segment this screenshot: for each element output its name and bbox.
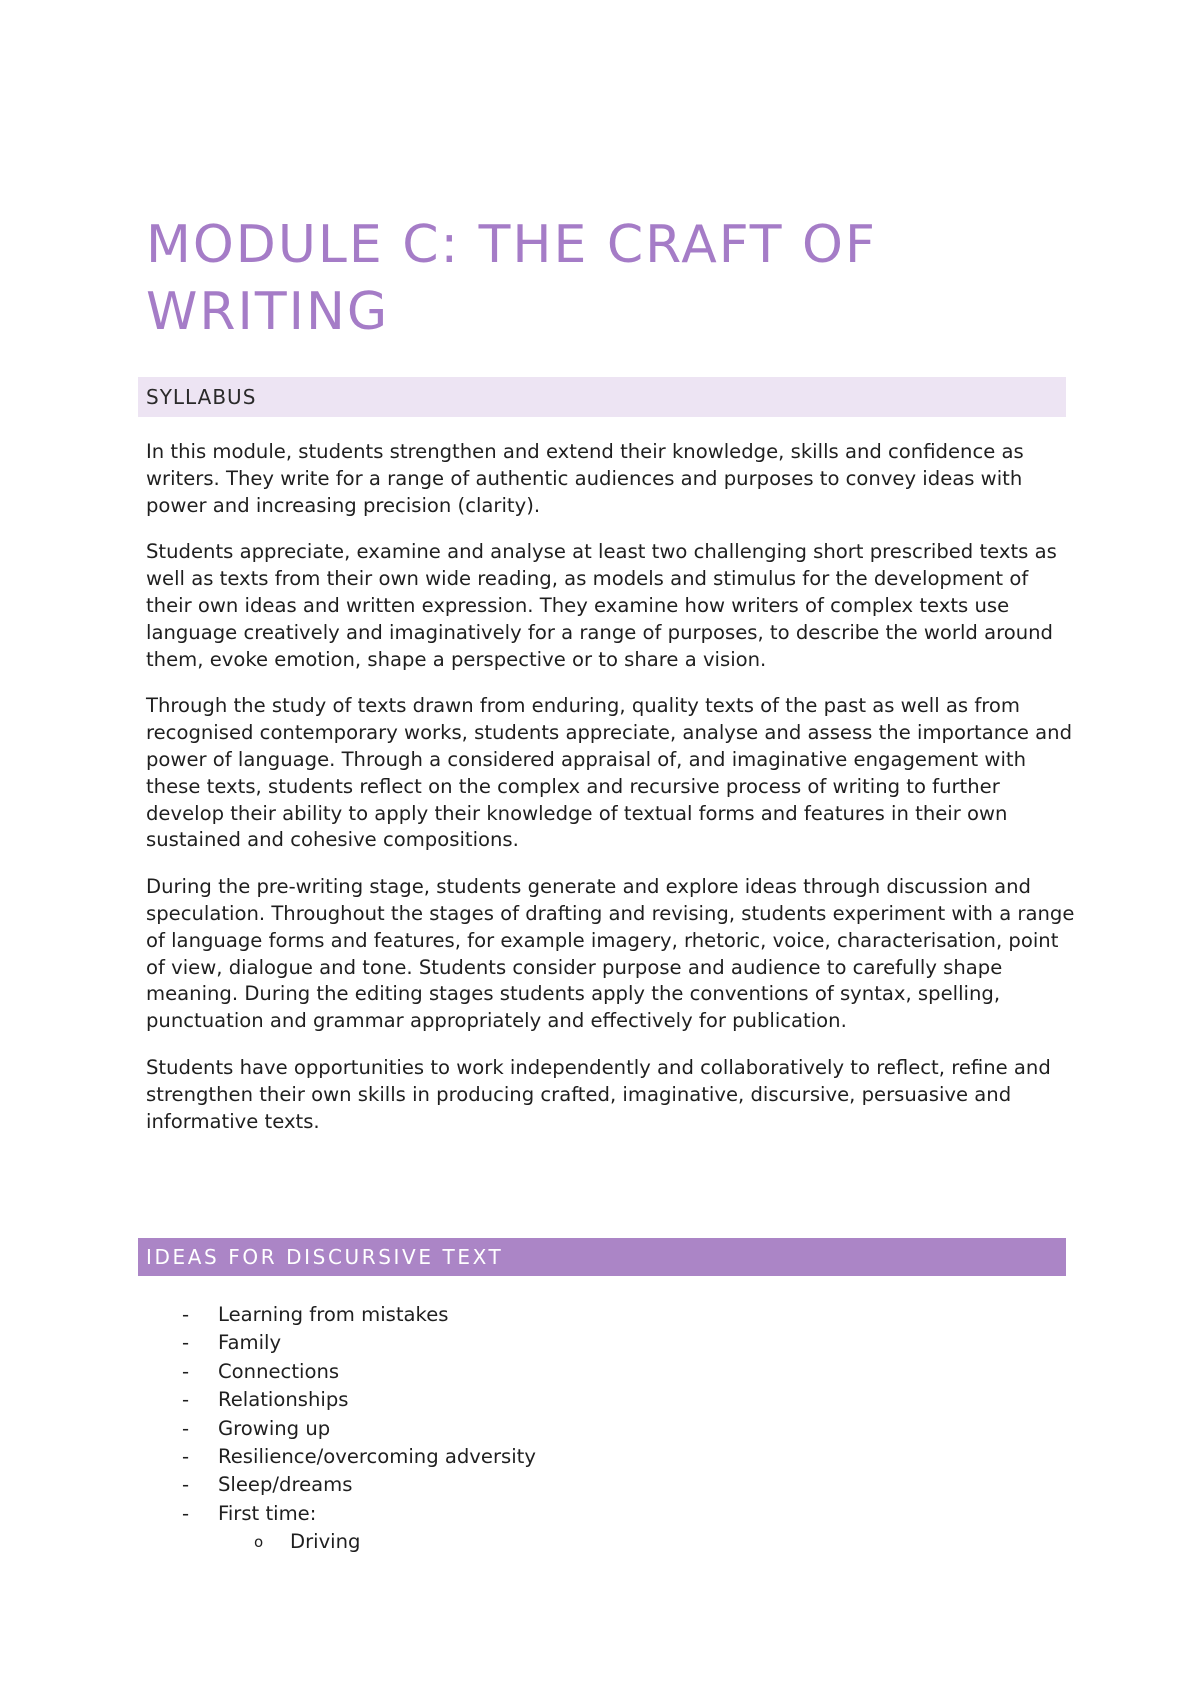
list-item xyxy=(146,1386,1046,1414)
ideas-list xyxy=(146,1301,1046,1557)
dash-bullet: - xyxy=(182,1445,190,1469)
ideas-heading-band xyxy=(138,1238,1066,1276)
paragraph: Through the study of texts drawn from enduring, quality texts of the past as well as from recognised contemporary works, students appreciate, analyse and assess the importance and power of language. Through a considered appraisal of, and imaginative engagement with these texts, students reflect on the complex and recursive process of writing to further develop their ability to apply their knowledge of textual forms and features in their own sustained and cohesive compositions. xyxy=(146,694,1073,852)
ideas-heading: IDEAS FOR DISCURSIVE TEXT xyxy=(146,1245,504,1269)
dash-bullet: - xyxy=(182,1359,190,1383)
circle-bullet: o xyxy=(254,1533,264,1552)
page-title: MODULE C: THE CRAFT OF WRITING xyxy=(146,215,877,342)
list-item xyxy=(146,1500,1046,1557)
paragraph: Students have opportunities to work independently and collaboratively to reflect, refine and strengthen their own skills in producing crafted, imaginative, discursive, persuasive and informative texts. xyxy=(146,1055,1051,1133)
sub-list-item xyxy=(218,1528,1046,1556)
list-item-label: Sleep/dreams xyxy=(218,1473,353,1497)
dash-bullet: - xyxy=(182,1388,190,1412)
sub-list-item-label: Driving xyxy=(290,1530,361,1554)
paragraph: Students appreciate, examine and analyse at least two challenging short prescribed texts as well as texts from their own wide reading, as models and stimulus for the development of their own ideas and written expression. They examine how writers of complex texts use language creatively and imaginatively for a range of purposes, to describe the world around them, evoke emotion, shape a perspective or to share a vision. xyxy=(146,540,1057,671)
list-item xyxy=(146,1415,1046,1443)
list-item xyxy=(146,1301,1046,1329)
list-item-label: Connections xyxy=(218,1359,340,1383)
dash-bullet: - xyxy=(182,1501,190,1525)
syllabus-body xyxy=(146,439,1076,1155)
dash-bullet: - xyxy=(182,1416,190,1440)
dash-bullet: - xyxy=(182,1303,190,1326)
list-item xyxy=(146,1471,1046,1499)
dash-bullet: - xyxy=(182,1473,190,1497)
paragraph: During the pre-writing stage, students generate and explore ideas through discussion and speculation. Throughout the stages of drafting and revising, students experiment with a range of language forms and features, for example imagery, rhetoric, voice, characterisation, point of view, dialogue and tone. Students consider purpose and audience to carefully shape meaning. During the editing stages students apply the conventions of syntax, spelling, punctuation and grammar appropriately and effectively for publication. xyxy=(146,875,1075,1033)
dash-bullet: - xyxy=(182,1331,190,1355)
syllabus-heading-band xyxy=(138,377,1066,417)
list-item xyxy=(146,1358,1046,1386)
paragraph: In this module, students strengthen and extend their knowledge, skills and confidence as writers. They write for a range of authentic audiences and purposes to convey ideas with power and increasing precision (clarity). xyxy=(146,440,1024,517)
list-item xyxy=(146,1443,1046,1471)
list-item-label: Growing up xyxy=(218,1416,331,1440)
list-item-label: Learning from mistakes xyxy=(218,1303,449,1326)
syllabus-heading: SYLLABUS xyxy=(146,385,257,409)
list-item-label: Relationships xyxy=(218,1388,349,1412)
list-item-label: Resilience/overcoming adversity xyxy=(218,1445,536,1469)
first-time-sublist xyxy=(218,1528,1046,1556)
list-item-label: Family xyxy=(218,1331,282,1355)
list-item xyxy=(146,1329,1046,1357)
list-item-label: First time: xyxy=(218,1501,317,1525)
